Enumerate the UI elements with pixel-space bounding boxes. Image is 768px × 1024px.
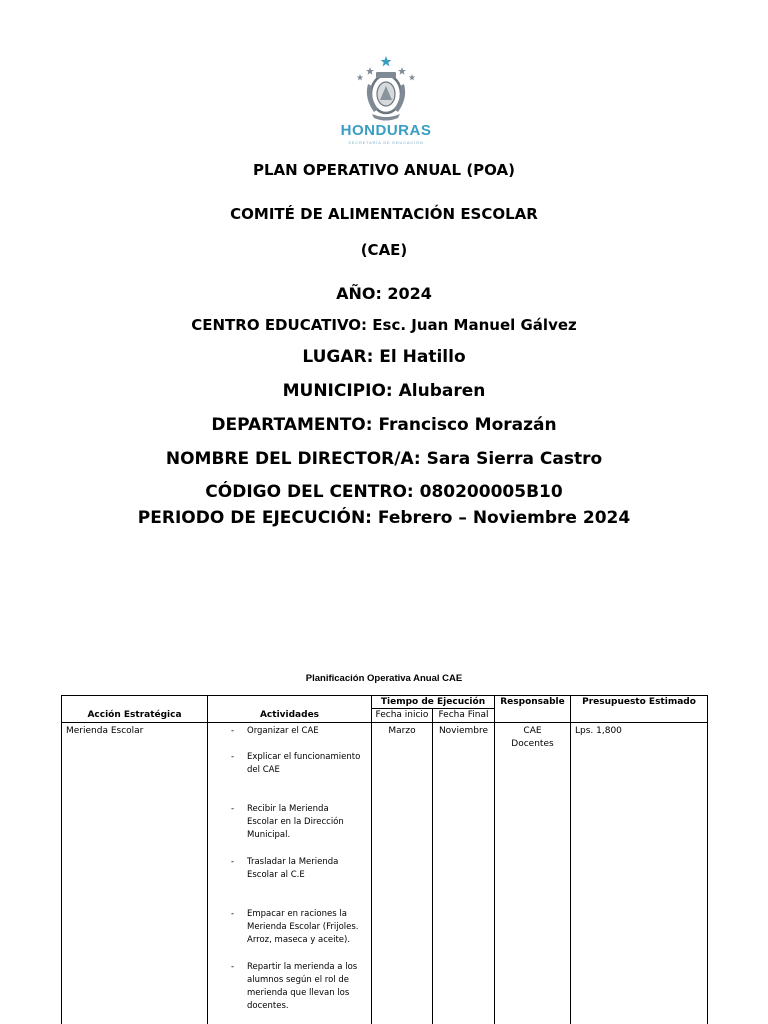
list-item [231, 961, 363, 1013]
bullet-dash: - [231, 752, 235, 762]
row-responsible-1: CAE [523, 726, 542, 736]
activity-text: Recibir la Merienda Escolar en la Dirección Municipal. [247, 804, 344, 840]
logo-wordmark: HONDURAS [340, 122, 432, 139]
header-responsible: Responsable [500, 697, 565, 707]
row-end-date: Noviembre [438, 726, 489, 736]
row-responsible-2: Docentes [511, 739, 554, 749]
school-line: CENTRO EDUCATIVO: Esc. Juan Manuel Gálvez [191, 316, 577, 334]
header-activities: Actividades [259, 710, 320, 720]
execution-period-line: PERIODO DE EJECUCIÓN: Febrero – Noviembre 2024 [137, 508, 631, 528]
place-line: LUGAR: El Hatillo [302, 347, 466, 367]
list-item [231, 908, 367, 947]
director-line: NOMBRE DEL DIRECTOR/A: Sara Sierra Castro [165, 449, 603, 469]
header-start-date: Fecha inicio [375, 710, 429, 720]
bullet-dash: - [231, 726, 235, 736]
table-border-left [61, 695, 62, 1024]
bullet-dash: - [231, 962, 235, 972]
center-code-line: CÓDIGO DEL CENTRO: 080200005B10 [205, 482, 563, 502]
header-end-date: Fecha Final [438, 710, 489, 720]
header-action: Acción Estratégica [87, 710, 182, 720]
doc-title: PLAN OPERATIVO ANUAL (POA) [253, 161, 515, 179]
list-item [231, 803, 353, 842]
honduras-logo [324, 54, 448, 150]
col-divider-2 [371, 695, 372, 1024]
activity-text: Organizar el CAE [247, 726, 319, 736]
year-line: AÑO: 2024 [336, 284, 432, 303]
row-start-date: Marzo [388, 726, 416, 736]
committee-acronym: (CAE) [360, 241, 408, 259]
row-budget: Lps. 1,800 [575, 726, 622, 736]
municipality-line: MUNICIPIO: Alubaren [282, 381, 486, 401]
activity-text: Repartir la merienda a los alumnos según el rol de merienda que llevan los docentes. [247, 962, 358, 1011]
header-budget: Presupuesto Estimado [582, 697, 696, 707]
row-action: Merienda Escolar [66, 726, 144, 736]
header-time: Tiempo de Ejecución [380, 697, 486, 707]
activity-text: Explicar el funcionamiento del CAE [247, 752, 361, 775]
coat-of-arms-icon [324, 54, 448, 124]
department-line: DEPARTAMENTO: Francisco Morazán [211, 415, 557, 435]
list-item [231, 856, 353, 882]
col-divider-3 [432, 708, 433, 1024]
bullet-dash: - [231, 909, 235, 919]
activity-text: Trasladar la Merienda Escolar al C.E [247, 857, 339, 880]
table-title: Planificación Operativa Anual CAE [305, 673, 463, 684]
table-border-right [707, 695, 708, 1024]
list-item [231, 725, 391, 738]
bullet-dash: - [231, 857, 235, 867]
header-divider [61, 722, 708, 723]
col-divider-1 [207, 695, 208, 1024]
logo-subtitle: SECRETARÍA DE EDUCACIÓN [348, 140, 424, 145]
poa-table [61, 695, 708, 1024]
list-item [231, 751, 365, 777]
bullet-dash: - [231, 804, 235, 814]
activity-text: Empacar en raciones la Merienda Escolar (Frijoles. Arroz, maseca y aceite). [247, 909, 359, 945]
committee-name: COMITÉ DE ALIMENTACIÓN ESCOLAR [230, 205, 538, 223]
col-divider-5 [570, 695, 571, 1024]
